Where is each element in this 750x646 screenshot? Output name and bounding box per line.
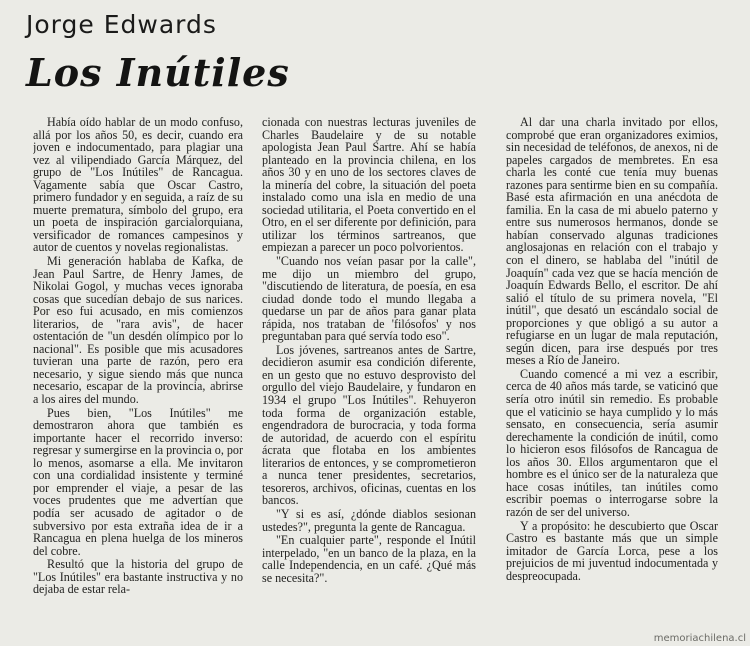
article-column-2 bbox=[262, 116, 476, 638]
paragraph: Cuando comencé a mi vez a escribir, cerca de 40 años más tarde, se vaticinó que sería otro inútil sin remedio. Es probable que el vaticinio se haya cumplido y lo más sensato, en consecuencia, sería asumir derechamente la condición de inútil, como lo hicieron esos filósofos de Rancagua de los años 30. Ellos argumentaron que el hombre es el único ser de la naturaleza que hace cosas inútiles, tan inútiles como escribir poemas o interrogarse sobre la razón de ser del universo. bbox=[506, 366, 718, 519]
paragraph: Y a propósito: he descubierto que Oscar Castro es bastante más que un simple imitador de García Lorca, pese a los prejuicios de mi juventud indocumentada y despreocupada. bbox=[506, 518, 718, 583]
source-watermark: memoriachilena.cl bbox=[653, 633, 746, 644]
paragraph: Había oído hablar de un modo confuso, allá por los años 50, es decir, cuando era joven e indocumentado, para plagiar una vez al vilipendiado García Márquez, del grupo de "Los Inútiles" de Rancagua. Vagamente sabía que Oscar Castro, primero fundador y en seguida, a raíz de su muerte prematura, símbolo del grupo, era un poeta de inspiración garcialorquiana, versificador de romances campesinos y autor de cuentos y novelas regionalistas. bbox=[33, 116, 243, 255]
paragraph: Pues bien, "Los Inútiles" me demostraron ahora que también es importante hacer el recorrido inverso: regresar y sumergirse en la provincia o, por lo menos, asomarse a ella. Me invitaron con una cordialidad insistente y terminé por emprender el viaje, a pesar de las voces prudentes que me advertían que podía ser acusado de agitador o de subversivo por esta extraña idea de ir a Rancagua en plena huelga de los mineros del cobre. bbox=[33, 405, 243, 558]
article-author: Jorge Edwards bbox=[26, 10, 217, 39]
article-column-1 bbox=[33, 116, 243, 638]
paragraph: Al dar una charla invitado por ellos, comprobé que eran organizadores eximios, sin necesidad de teléfonos, de anexos, ni de papeles cargados de membretes. En esa charla les conté cue tenía muy buenas razones para sentirme bien en su compañía. Basé esta afirmación en una anécdota de familia. En la casa de mi abuelo paterno y entre sus numerosos hermanos, donde se habían conservado algunas tradiciones anglosajonas en relación con el trabajo y con el dinero, se hablaba del "inútil de Joaquín" cada vez que se hacía mención de Joaquín Edwards Bello, el escritor. De ahí salió el título de su primera novela, "El inútil", que desató un escándalo social de proporciones y que obligó a su autor a refugiarse en un lugar de mala reputación, según dicen, para irse después por tres meses a Río de Janeiro. bbox=[506, 116, 718, 368]
paragraph: Resultó que la historia del grupo de "Los Inútiles" era bastante instructiva y no dejaba de estar rela- bbox=[33, 557, 243, 597]
article-column-3 bbox=[506, 116, 718, 638]
paragraph: Mi generación hablaba de Kafka, de Jean Paul Sartre, de Henry James, de Nikolai Gogol, y muchas veces ignoraba cosas que sucedían debajo de sus narices. Por eso fui acusado, en mis comienzos literarios, de "rara avis", de hacer ostentación de "un desdén olímpico por lo nacional". Es posible que mis acusadores tuvieran una parte de razón, pero era necesario, y sigue siendo más que nunca necesario, escapar de la provincia, abrirse a los aires del mundo. bbox=[33, 254, 243, 407]
paragraph: Los jóvenes, sartreanos antes de Sartre, decidieron asumir esa condición diferente, en un gesto que no estuvo desprovisto del orgullo del viejo Baudelaire, y fundaron en 1934 el grupo "Los Inútiles". Rehuyeron toda forma de organización estable, engendradora de burocracia, y toda forma de autoridad, de acuerdo con el espíritu ácrata que flotaba en los ambientes literarios de entonces, y se comprometieron a nunca tener presidentes, secretarios, tesoreros, archivos, oficinas, cuentas en los bancos. bbox=[262, 342, 476, 508]
article-title: Los Inútiles bbox=[26, 50, 290, 95]
paragraph-continued: cionada con nuestras lecturas juveniles de Charles Baudelaire y de su notable apologista Jean Paul Sartre. Ahí se había planteado en la provincia chilena, en los años 30 y en uno de los sectores claves de la minería del cobre, la situación del poeta instalado como una isla en medio de una sociedad utilitaria, el Poeta convertido en el Otro, en el ser diferente por definición, para utilizar los términos sartreanos, que empiezan a parecer un poco polvorientos. bbox=[262, 116, 476, 255]
paragraph: "En cualquier parte", responde el Inútil interpelado, "en un banco de la plaza, en la calle Independencia, en un café. ¿Qué más se necesita?". bbox=[262, 533, 476, 585]
paragraph: "Cuando nos veían pasar por la calle", me dijo un miembro del grupo, "discutiendo de literatura, de poesía, en esa ciudad donde todo el mundo llegaba a quedarse un par de años para ganar plata rápida, nos trataban de 'filósofos' y nos preguntaban para qué servía todo eso". bbox=[262, 254, 476, 344]
paragraph: "Y si es así, ¿dónde diablos sesionan ustedes?", pregunta la gente de Rancagua. bbox=[262, 506, 476, 534]
